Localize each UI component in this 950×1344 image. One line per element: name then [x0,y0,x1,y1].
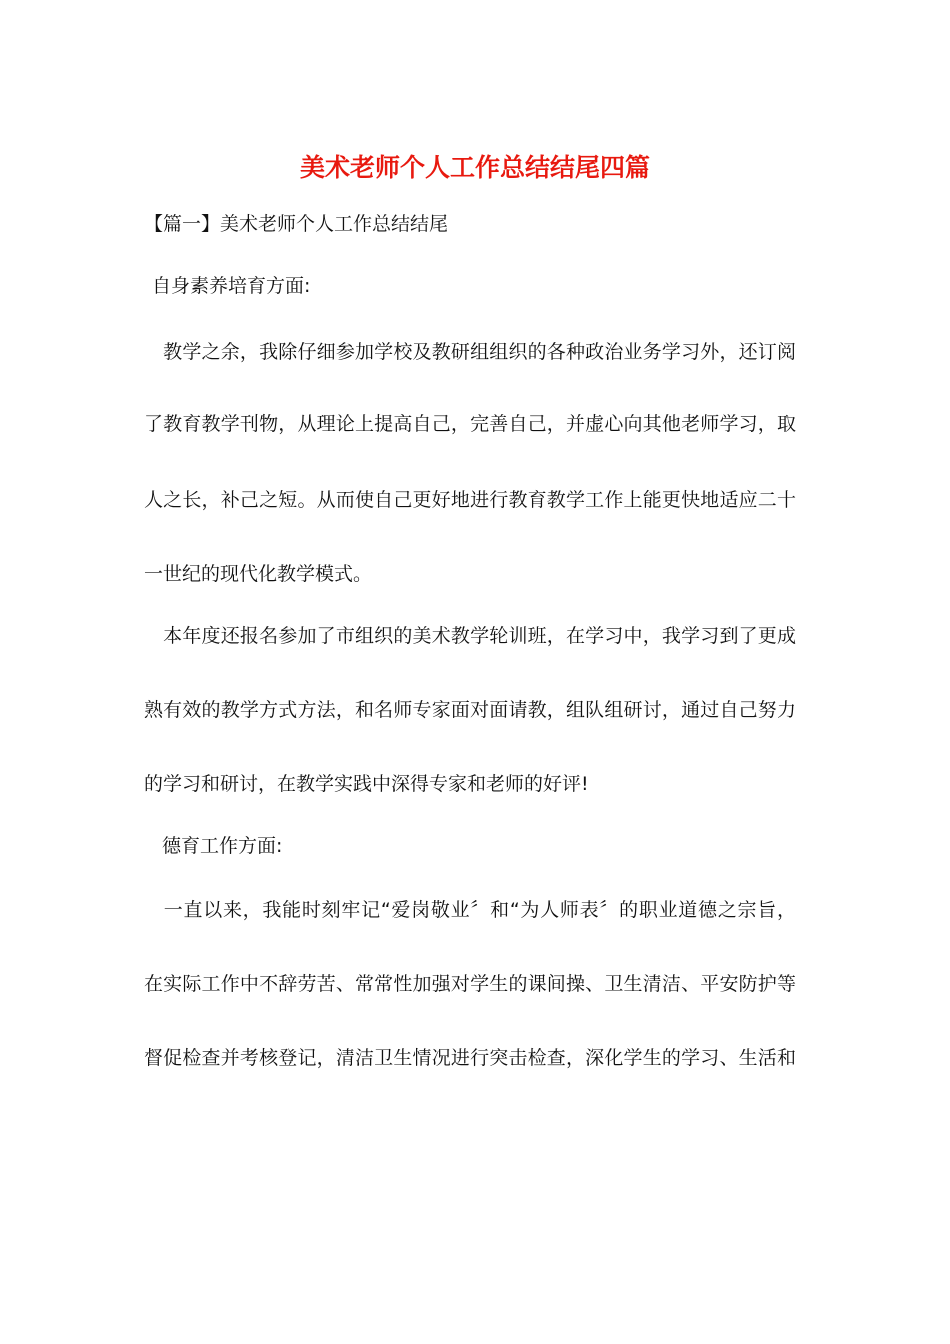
document-title: 美术老师个人工作总结结尾四篇 [299,153,650,182]
paragraph-line: 熟有效的教学方式方法，和名师专家面对面请教，组队组研讨，通过自己努力 [144,699,796,721]
paragraph-line: 一直以来，我能时刻牢记“爱岗敬业〞和“为人师表〞的职业道德之宗旨， [144,899,796,921]
paragraph-line: 人之长，补己之短。从而使自己更好地进行教育教学工作上能更快地适应二十 [144,489,796,511]
paragraph-line: 教学之余，我除仔细参加学校及教研组组织的各种政治业务学习外，还订阅 [144,341,796,363]
paragraph-line: 的学习和研讨，在教学实践中深得专家和老师的好评! [144,773,589,795]
subheading-moral-education: 德育工作方面: [162,835,283,857]
paragraph-line: 督促检查并考核登记，清洁卫生情况进行突击检查，深化学生的学习、生活和 [144,1047,796,1069]
paragraph-line: 本年度还报名参加了市组织的美术教学轮训班，在学习中，我学习到了更成 [144,625,796,647]
subheading-self-cultivation: 自身素养培育方面: [152,275,311,297]
paragraph-line: 一世纪的现代化教学模式。 [144,563,373,585]
section-heading: 【篇一】美术老师个人工作总结结尾 [144,213,449,235]
paragraph-line: 了教育教学刊物，从理论上提高自己，完善自己，并虚心向其他老师学习，取 [144,413,796,435]
paragraph-line: 在实际工作中不辞劳苦、常常性加强对学生的课间操、卫生清洁、平安防护等 [144,973,796,995]
